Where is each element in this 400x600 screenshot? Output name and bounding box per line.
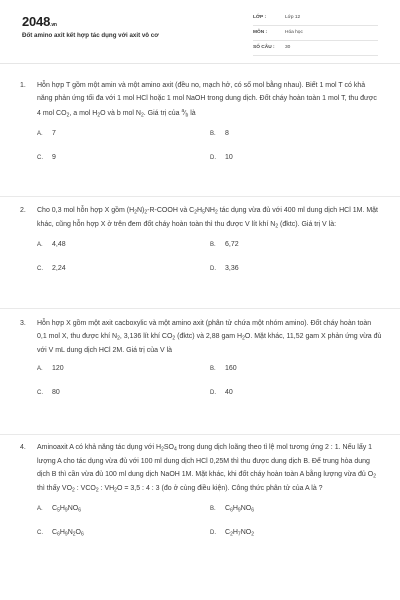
meta-subject-value: Hóa học [285,30,303,35]
question-number: 2. [20,207,26,214]
meta-class-label: LỚP : [253,15,267,20]
answer-options [20,505,382,547]
option-d[interactable]: D. 10 [210,154,233,162]
meta-class-value: Lớp 12 [285,15,301,20]
question-separator [0,308,400,309]
answer-options [20,241,382,283]
question-separator [0,434,400,435]
exam-subject-title: Đốt amino axit kết hợp tác dụng với axit vô cơ [22,32,159,39]
question-3 [20,318,382,407]
question-text: Cho 0,3 mol hỗn hợp X gồm $(H_2N)_2-R$-COOH và $C_2H_5NH_2$ tác dụng vừa đủ với 400 ml dung dịch HCl 1M. Mặt khác, cũng hỗn hợp X ở trên đem đốt cháy hoàn toàn thì thu được V lít khí $N_2$ (đktc). Giá trị V là: [37,207,378,230]
answer-options [20,365,382,407]
option-c[interactable]: C. 9 [37,154,56,162]
question-separator [0,196,400,197]
question-4 [20,442,382,547]
option-a[interactable]: A. 7 [37,130,56,138]
option-b[interactable]: B. 8 [210,130,229,138]
question-2 [20,205,382,283]
question-number: 1. [20,82,26,89]
option-b[interactable]: B. 6,72 [210,241,239,249]
header [0,0,400,64]
option-c[interactable]: C. 80 [37,389,60,397]
option-c[interactable]: C. 2,24 [37,265,66,273]
header-divider [0,63,400,64]
question-text: Hỗn hợp X gồm một axit cacboxylic và một amino axit (phân tử chứa một nhóm amino). Đốt cháy hoàn toàn 0,1 mol X, thu được khí $N_2$, 3,136 lít khí $CO_2$ (đktc) và 2,88 gam $H_2O$. Mặt khác, 11,52 gam X phản ứng vừa đủ với V mL dung dịch HCl 2M. Giá trị của V là [37,320,382,354]
option-a[interactable]: A. $C_5H_9NO_6$ [37,504,81,514]
option-b[interactable]: B. $C_6H_9NO_6$ [210,504,254,514]
option-d[interactable]: D. 3,36 [210,265,239,273]
meta-count-value: 30 [285,45,291,50]
option-a[interactable]: A. 120 [37,365,64,373]
option-c[interactable]: C. $C_6H_9N_2O_6$ [37,528,84,538]
meta-subject [253,29,378,41]
question-1 [20,80,382,172]
option-a[interactable]: A. 4,48 [37,241,66,249]
meta-count [253,44,378,56]
meta-count-label: SỐ CÂU : [253,45,275,50]
answer-options [20,130,382,172]
question-text: Hỗn hợp T gồm một amin và một amino axit (đều no, mạch hở, có số mol bằng nhau). Biết 1 mol T có khả năng phản ứng tối đa với 1 mol HCl hoặc 1 mol NaOH trong dung dịch. Đốt cháy hoàn toàn 1 mol T, thu được 4 mol $CO_2$, a mol $H_2O$ và b mol $N_2$. Giá trị của $^a⁄_b$ là [37,82,377,119]
meta-subject-label: MÔN : [253,30,268,35]
meta-class [253,14,378,26]
option-d[interactable]: D. $C_2H_7NO_2$ [210,528,254,538]
site-logo[interactable]: 2048.vn [22,14,57,29]
option-d[interactable]: D. 40 [210,389,233,397]
option-b[interactable]: B. 160 [210,365,237,373]
question-number: 4. [20,444,26,451]
question-number: 3. [20,320,26,327]
question-text: Aminoaxit A có khả năng tác dụng với $H_2SO_4$ trong dung dịch loãng theo tỉ lệ mol tương ứng 2 : 1. Nếu lấy 1 lượng A cho tác dụng vừa đủ với 100 ml dung dịch HCl 0,25M thì thu được dung dịch B. Để trung hòa dung dịch B thì cần vừa đủ 100 ml dung dịch NaOH 1M. Mặt khác, khi đốt cháy hoàn toàn A bằng lượng vừa đủ $O_2$ thì thấy $VO_2$ : $VCO_2$ : $VH_2O = 3,5$ : 4 : 3 (đo ở cùng điều kiện). Công thức phân tử của A là ? [37,444,376,494]
